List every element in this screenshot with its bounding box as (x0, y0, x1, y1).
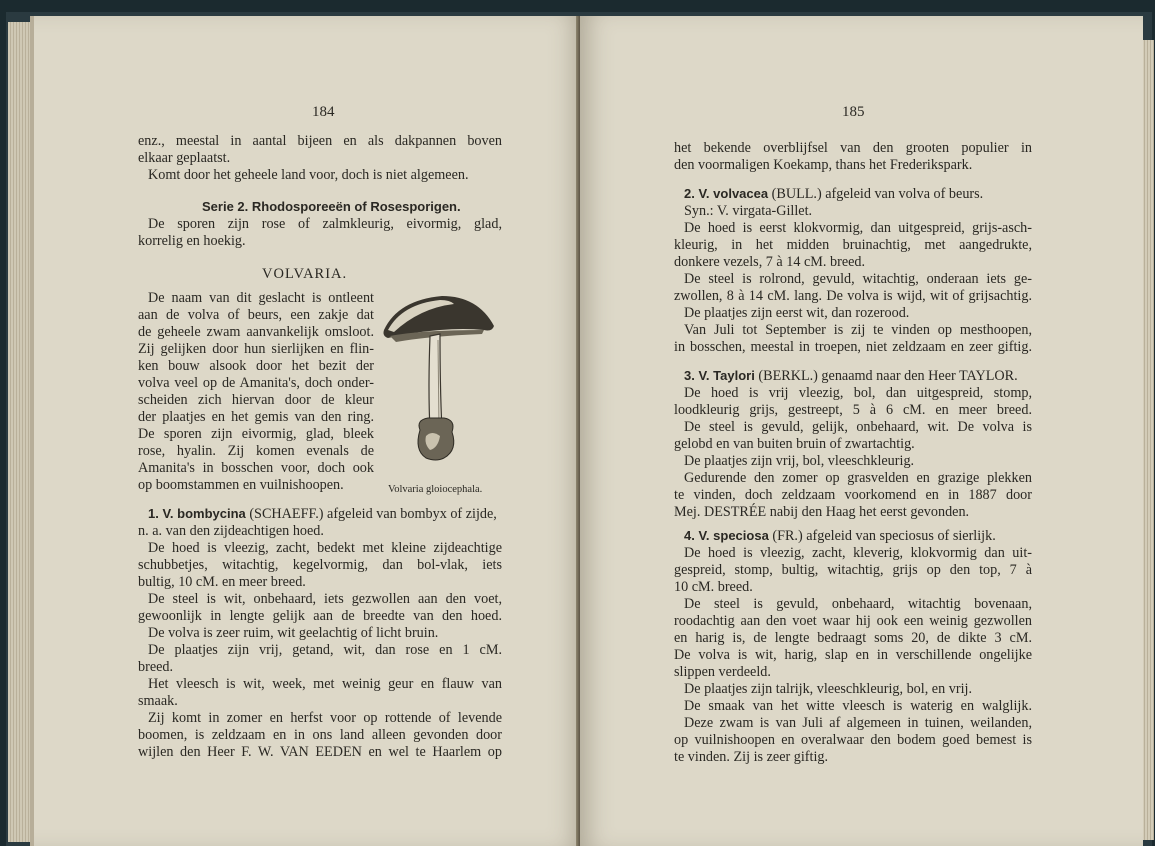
text-line: aan de volva of beurs, een zakje dat (138, 307, 374, 323)
text-line: Zij komt in zomer en herfst voor op rottende of levende (148, 710, 502, 726)
text-line: De plaatjes zijn vrij, bol, vleeschkleurig. (684, 453, 915, 469)
text-line: De naam van dit geslacht is ontleent (148, 290, 374, 306)
text-line: De volva is wit, harig, slap en in verschillende ongelijke (674, 647, 1032, 663)
text-line: de geheele zwam aanvankelijk omsloot. (138, 324, 374, 340)
series-heading: Serie 2. Rhodosporeeën of Rosesporigen. (202, 199, 461, 214)
species-heading-rest: (BULL.) afgeleid van volva of beurs. (771, 186, 984, 202)
text-line: slippen verdeeld. (674, 664, 771, 680)
text-line: Amanita's in bosschen voor, doch ook (138, 460, 374, 476)
text-line: De plaatjes zijn eerst wit, dan rozerood. (684, 305, 910, 321)
left-page (30, 16, 582, 846)
text-line: De hoed is eerst klokvormig, dan uitgespreid, grijs-asch- (684, 220, 1032, 236)
text-line: gespreid, stomp, bultig, witachtig, grijs op den top, 7 à (674, 562, 1032, 578)
text-line: Deze zwam is van Juli af algemeen in tuinen, weilanden, (684, 715, 1032, 731)
text-line: De sporen zijn eivormig, glad, bleek (138, 426, 374, 442)
species-heading-line (684, 368, 1018, 385)
text-line: De hoed is vleezig, zacht, kleverig, klokvormig dan uit- (684, 545, 1032, 561)
text-line: der plaatjes en het gemis van den ring. (138, 409, 374, 425)
text-line: rose, hyalin. Zij komen evenals de (138, 443, 374, 459)
text-line: Zij gelijken door hun sierlijken en flin- (138, 341, 374, 357)
species-heading: 2. V. volvacea (684, 186, 769, 201)
text-line: De steel is rolrond, gevuld, witachtig, onderaan iets ge- (684, 271, 1032, 287)
text-line: 10 cM. breed. (674, 579, 753, 595)
text-line: De sporen zijn rose of zalmkleurig, eivormig, glad, (148, 216, 502, 232)
text-line: donkere vezels, 7 à 14 cM. breed. (674, 254, 866, 270)
text-line: Gedurende den zomer op grasvelden en grazige plekken (684, 470, 1032, 486)
text-line: gelobd en van buiten bruin of zwartachtig. (674, 436, 915, 452)
species-heading-line (684, 528, 996, 545)
text-line: De plaatjes zijn talrijk, vleeschkleurig, bol, en vrij. (684, 681, 972, 697)
text-line: gewoonlijk in lengte gelijk aan de breedte van den hoed. (138, 608, 502, 624)
text-line: zwollen, 8 à 14 cM. lang. De volva is wijd, wit of grijsachtig. (674, 288, 1032, 304)
species-heading-rest: (FR.) afgeleid van speciosus of sierlijk. (772, 528, 996, 544)
text-line: bultig, 10 cM. en meer breed. (138, 574, 306, 590)
illustration-caption: Volvaria gloiocephala. (388, 484, 483, 495)
text-line: ken bouw alsook door het bezit der (138, 358, 374, 374)
text-line: het bekende overblijfsel van den grooten populier in (674, 140, 1032, 156)
species-heading-line (684, 186, 983, 203)
text-line: De smaak van het witte vleesch is waterig en walglijk. (684, 698, 1032, 714)
text-line: schubbetjes, witachtig, kegelvormig, dan bol-vlak, iets (138, 557, 502, 573)
species-heading: 1. V. bombycina (148, 506, 246, 521)
text-line: wijlen den Heer F. W. VAN EEDEN en wel te Haarlem op (138, 744, 502, 760)
text-line: De plaatjes zijn vrij, getand, wit, dan rose en 1 cM. (148, 642, 502, 658)
text-line: n. a. van den zijdeachtigen hoed. (138, 523, 324, 539)
text-line: te vinden, doch zeldzaam voorkomend en in 1887 door (674, 487, 1032, 503)
text-line: Van Juli tot September is zij te vinden op mesthoopen, (684, 322, 1032, 338)
text-line: De steel is gevuld, gelijk, onbehaard, wit. De volva is (684, 419, 1032, 435)
text-line: loodkleurig grijs, gestreept, 5 à 6 cM. en meer breed. (674, 402, 1032, 418)
species-heading: 3. V. Taylori (684, 368, 755, 383)
text-line: De hoed is vrij vleezig, bol, dan uitgespreid, stomp, (684, 385, 1032, 401)
text-line: breed. (138, 659, 174, 675)
text-line: op vuilnishoopen en overalwaar den bodem goed bemest is (674, 732, 1032, 748)
text-line: elkaar geplaatst. (138, 150, 231, 166)
text-line: De steel is gevuld, onbehaard, witachtig bovenaan, (684, 596, 1032, 612)
text-line: roodachtig aan den voet waar hij ook een weinig gezwollen (674, 613, 1032, 629)
text-line: De volva is zeer ruim, wit geelachtig of licht bruin. (148, 625, 439, 641)
text-line: te vinden. Zij is zeer giftig. (674, 749, 829, 765)
text-line: korrelig en hoekig. (138, 233, 246, 249)
text-line: Syn.: V. virgata-Gillet. (684, 203, 813, 219)
page-number-right: 185 (842, 104, 865, 120)
text-line: smaak. (138, 693, 178, 709)
text-line: boomen, is zeldzaam en in ons land alleen gevonden door (138, 727, 502, 743)
text-line: enz., meestal in aantal bijeen en als dakpannen boven (138, 133, 502, 149)
text-line: Het vleesch is wit, week, met weinig geur en flauw van (148, 676, 502, 692)
genus-title: VOLVARIA. (262, 266, 348, 282)
text-line: volva veel op de Amanita's, doch onder- (138, 375, 374, 391)
species-heading-line (148, 506, 497, 523)
text-line: op boomstammen en vuilnishoopen. (138, 477, 344, 493)
mushroom-illustration (380, 290, 498, 472)
text-line: kleurig, in het midden bruinachtig, met aangedrukte, (674, 237, 1032, 253)
species-heading-rest: (BERKL.) genaamd naar den Heer TAYLOR. (758, 368, 1018, 384)
text-line: Komt door het geheele land voor, doch is niet algemeen. (148, 167, 469, 183)
text-line: scheiden zich hiervan door de kleur (138, 392, 374, 408)
species-heading: 4. V. speciosa (684, 528, 769, 543)
text-line: en harig is, de lengte bedraagt soms 20, de dikte 3 cM. (674, 630, 1032, 646)
species-heading-rest: (SCHAEFF.) afgeleid van bombyx of zijde, (249, 506, 497, 522)
text-line: Mej. DESTRÉE nabij den Haag het eerst gevonden. (674, 504, 970, 520)
text-line: den voormaligen Koekamp, thans het Frederikspark. (674, 157, 973, 173)
text-line: De hoed is vleezig, zacht, bedekt met kleine zijdeachtige (148, 540, 502, 556)
right-page (580, 16, 1143, 846)
text-line: De steel is wit, onbehaard, iets gezwollen aan den voet, (148, 591, 502, 607)
text-line: in bosschen, meestal in troepen, niet zeldzaam en zeer giftig. (674, 339, 1032, 355)
page-number-left: 184 (312, 104, 335, 120)
